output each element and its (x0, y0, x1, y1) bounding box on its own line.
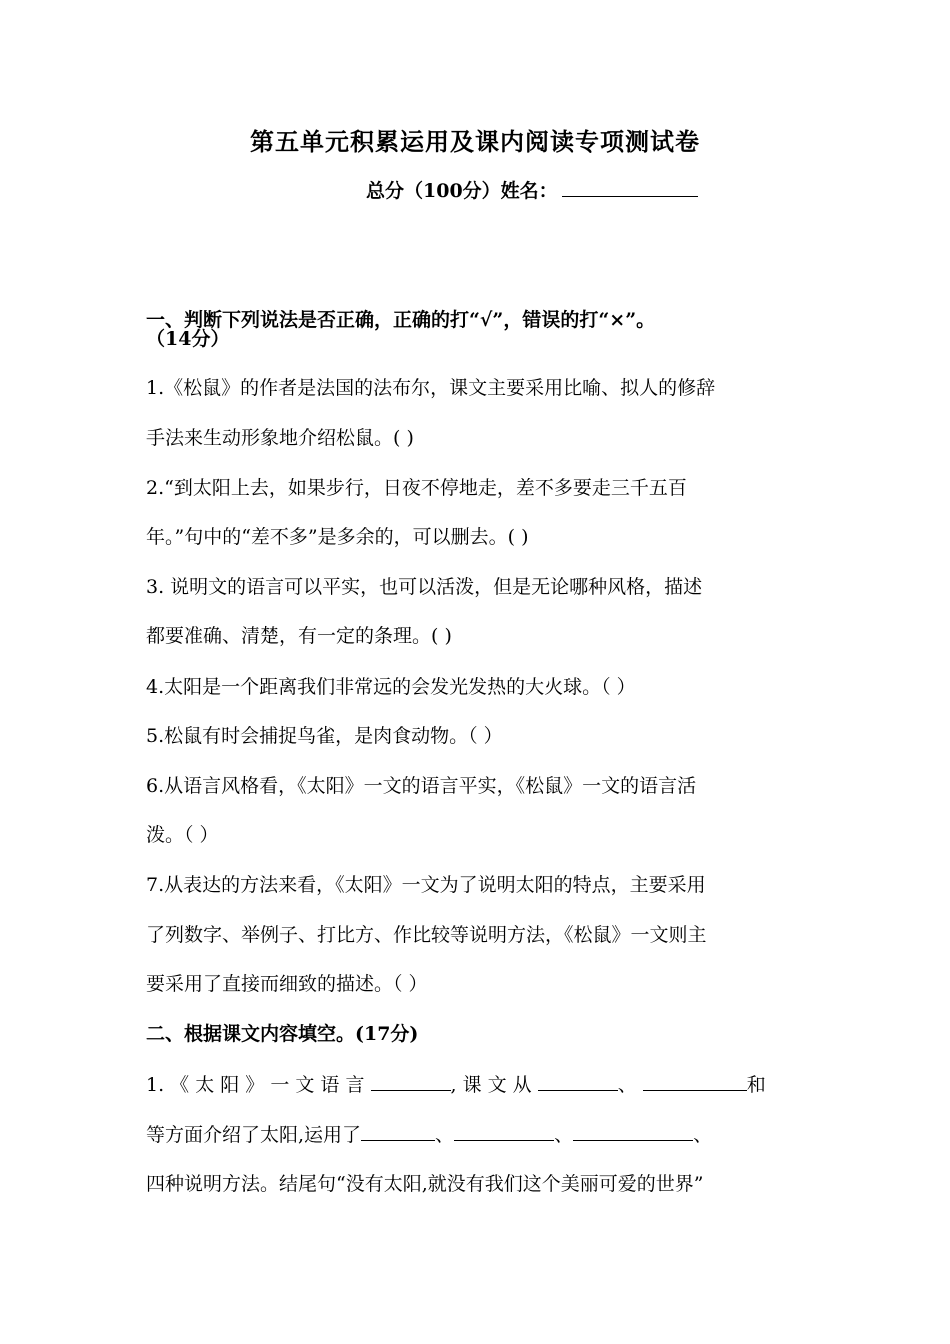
fill-line-1: 1. 《 太 阳 》 一 文 语 言 , 课 文 从 、 和 (146, 1070, 816, 1099)
section1-item-line: 要采用了直接而细致的描述。（ ） (146, 973, 428, 995)
fill-blank[interactable] (538, 1070, 618, 1091)
fill-line-3: 四种说明方法。结尾句“没有太阳,就没有我们这个美丽可爱的世界” (146, 1173, 704, 1195)
fill-blank[interactable] (454, 1120, 554, 1141)
section1-item-line: 2.“到太阳上去，如果步行，日夜不停地走，差不多要走三千五百 (146, 477, 687, 499)
section1-item-line: 7.从表达的方法来看，《太阳》一文为了说明太阳的特点，主要采用 (146, 874, 706, 896)
fill-blank[interactable] (361, 1120, 435, 1141)
fill-blank[interactable] (643, 1070, 747, 1091)
section1-item-line: 都要准确、清楚，有一定的条理。( ) (146, 625, 452, 647)
section1-item-line: 了列数字、举例子、打比方、作比较等说明方法，《松鼠》一文则主 (146, 924, 707, 946)
section1-heading: 一、判断下列说法是否正确，正确的打“√”，错误的打“×”。 (146, 309, 656, 331)
section1-item-line: 4.太阳是一个距离我们非常远的会发光发热的大火球。（ ） (146, 676, 636, 698)
page-title: 第五单元积累运用及课内阅读专项测试卷 (250, 127, 700, 156)
section1-item-line: 6.从语言风格看，《太阳》一文的语言平实，《松鼠》一文的语言活 (146, 775, 697, 797)
fill-line-2: 等方面介绍了太阳,运用了 、 、 、 (146, 1120, 816, 1149)
section1-item-line: 5.松鼠有时会捕捉鸟雀，是肉食动物。（ ） (146, 725, 503, 747)
fill-blank[interactable] (573, 1120, 693, 1141)
section1-item-line: 泼。（ ） (146, 824, 219, 846)
fill-blank[interactable] (371, 1070, 451, 1091)
section1-item-line: 1.《松鼠》的作者是法国的法布尔，课文主要采用比喻、拟人的修辞 (146, 377, 716, 399)
section1-item-line: 3. 说明文的语言可以平实，也可以活泼，但是无论哪种风格，描述 (146, 576, 703, 598)
section2-heading: 二、根据课文内容填空。(17分) (146, 1023, 419, 1045)
section1-score: （14分） (146, 328, 230, 350)
section1-item-line: 年。”句中的“差不多”是多余的，可以删去。( ) (146, 526, 529, 548)
score-name-row (366, 176, 698, 203)
section1-item-line: 手法来生动形象地介绍松鼠。( ) (146, 427, 414, 449)
subtitle-text: 总分（100分）姓名： (366, 180, 558, 202)
name-blank[interactable] (562, 178, 698, 197)
